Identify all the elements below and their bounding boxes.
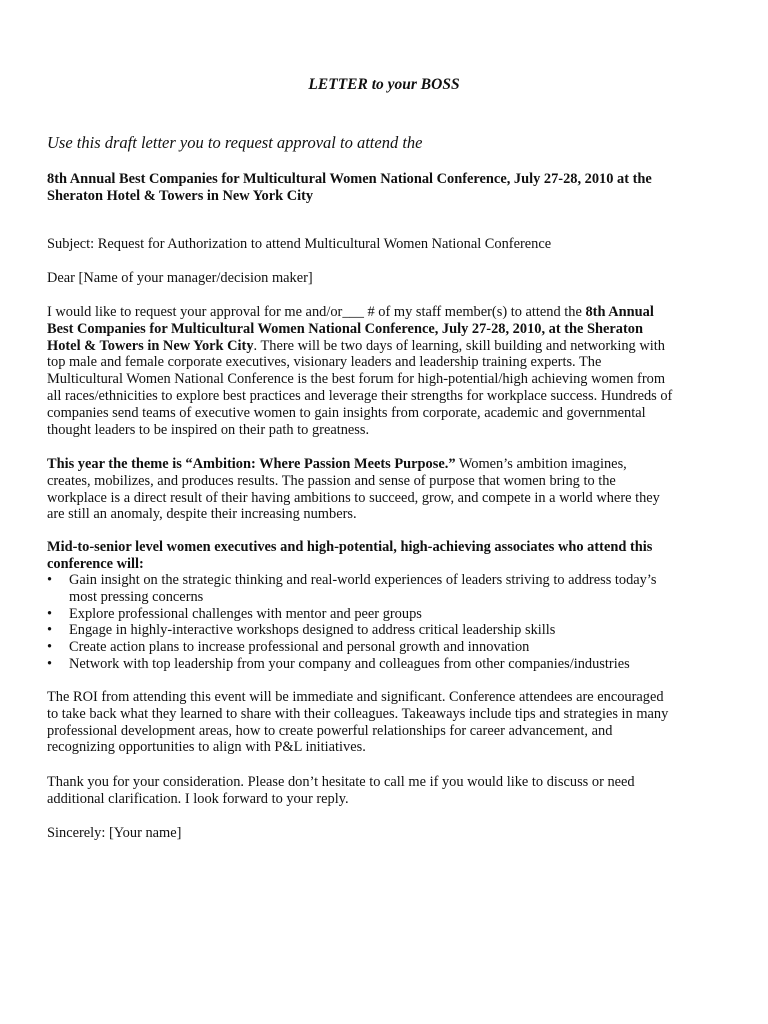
paragraph-line: are still an anomaly, despite their increasing numbers. [47,506,357,523]
bullet-icon: • [47,622,53,639]
paragraph-roi [47,689,727,756]
attendees-heading-line: Mid-to-senior level women executives and high-potential, high-achieving associates who attend this [47,539,653,555]
paragraph-line: The ROI from attending this event will be immediate and significant. Conference attendees are encouraged [47,689,664,705]
paragraph-line: professional development areas, how to create powerful relationships for career advancement, and [47,722,613,739]
closing-line: Sincerely: [Your name] [47,825,182,841]
paragraph-theme [47,456,727,523]
benefits-list [47,572,727,673]
attendees-heading-line: conference will: [47,555,144,572]
bullet-icon: • [47,655,53,672]
paragraph-line [47,456,727,473]
paragraph-line: workplace is a direct result of their having ambitions to succeed, grow, and compete in a world where they [47,489,660,506]
paragraph-text: I would like to request your approval for me and/or___ # of my staff member(s) to attend the [47,304,586,320]
list-item-text: Create action plans to increase professional and personal growth and innovation [69,639,530,656]
paragraph-line: recognizing opportunities to align with P&L initiatives. [47,739,366,756]
paragraph-line: top male and female corporate executives, visionary leaders and leadership training experts. The [47,354,602,371]
bullet-icon: • [47,639,53,656]
paragraph-line: additional clarification. I look forward to your reply. [47,790,349,807]
letter-title: LETTER to your BOSS [308,76,460,93]
paragraph-line: thought leaders to be inspired on their path to greatness. [47,421,370,438]
list-item-text: Network with top leadership from your company and colleagues from other companies/industries [69,655,630,672]
paragraph-line [47,304,727,321]
list-item [47,639,727,656]
subject-line: Subject: Request for Authorization to attend Multicultural Women National Conference [47,236,552,252]
event-heading-line: Sheraton Hotel & Towers in New York City [47,187,314,204]
attendees-heading [47,539,727,573]
paragraph-line: Multicultural Women National Conference is the best forum for high-potential/high achieving women from [47,371,666,388]
paragraph-text: Women’s ambition imagines, [455,456,627,472]
list-item [47,656,727,673]
paragraph-line: creates, mobilizes, and produces results. The passion and sense of purpose that women bring to the [47,472,616,489]
paragraph-thanks [47,774,727,808]
paragraph-line: companies send teams of executive women to gain insights from corporate, academic and governmental [47,404,646,421]
paragraph-line: to take back what they learned to share with their colleagues. Takeaways include tips and strategies in many [47,705,669,722]
paragraph-bold-text: 8th Annual [585,304,654,320]
paragraph-bold-text: Best Companies for Multicultural Women National Conference, July 27-28, 2010, at the Sheraton [47,320,643,337]
list-item [47,606,727,623]
salutation: Dear [Name of your manager/decision maker] [47,270,313,286]
list-item-text: Gain insight on the strategic thinking and real-world experiences of leaders striving to address today’s [69,572,657,588]
event-heading [47,171,727,205]
event-heading-line: 8th Annual Best Companies for Multicultural Women National Conference, July 27-28, 2010 at the [47,171,652,187]
bullet-icon: • [47,605,53,622]
list-item-text: Explore professional challenges with mentor and peer groups [69,605,422,622]
paragraph-request [47,304,727,438]
intro-line: Use this draft letter you to request approval to attend the [47,133,423,152]
paragraph-line: all races/ethnicities to explore best practices and leverage their strengths for workplace success. Hundreds of [47,387,673,404]
paragraph-line [47,321,727,338]
list-item-text: Engage in highly-interactive workshops designed to address critical leadership skills [69,622,556,639]
paragraph-text: . There will be two days of learning, skill building and networking with [253,337,665,354]
list-item-text: most pressing concerns [69,588,204,605]
paragraph-line [47,338,727,355]
theme-bold-text: This year the theme is “Ambition: Where Passion Meets Purpose.” [47,456,456,472]
paragraph-bold-text: Hotel & Towers in New York City [47,337,254,354]
bullet-icon: • [47,572,53,588]
list-item [47,572,727,606]
list-item [47,622,727,639]
paragraph-line: Thank you for your consideration. Please don’t hesitate to call me if you would like to discuss or need [47,774,635,790]
